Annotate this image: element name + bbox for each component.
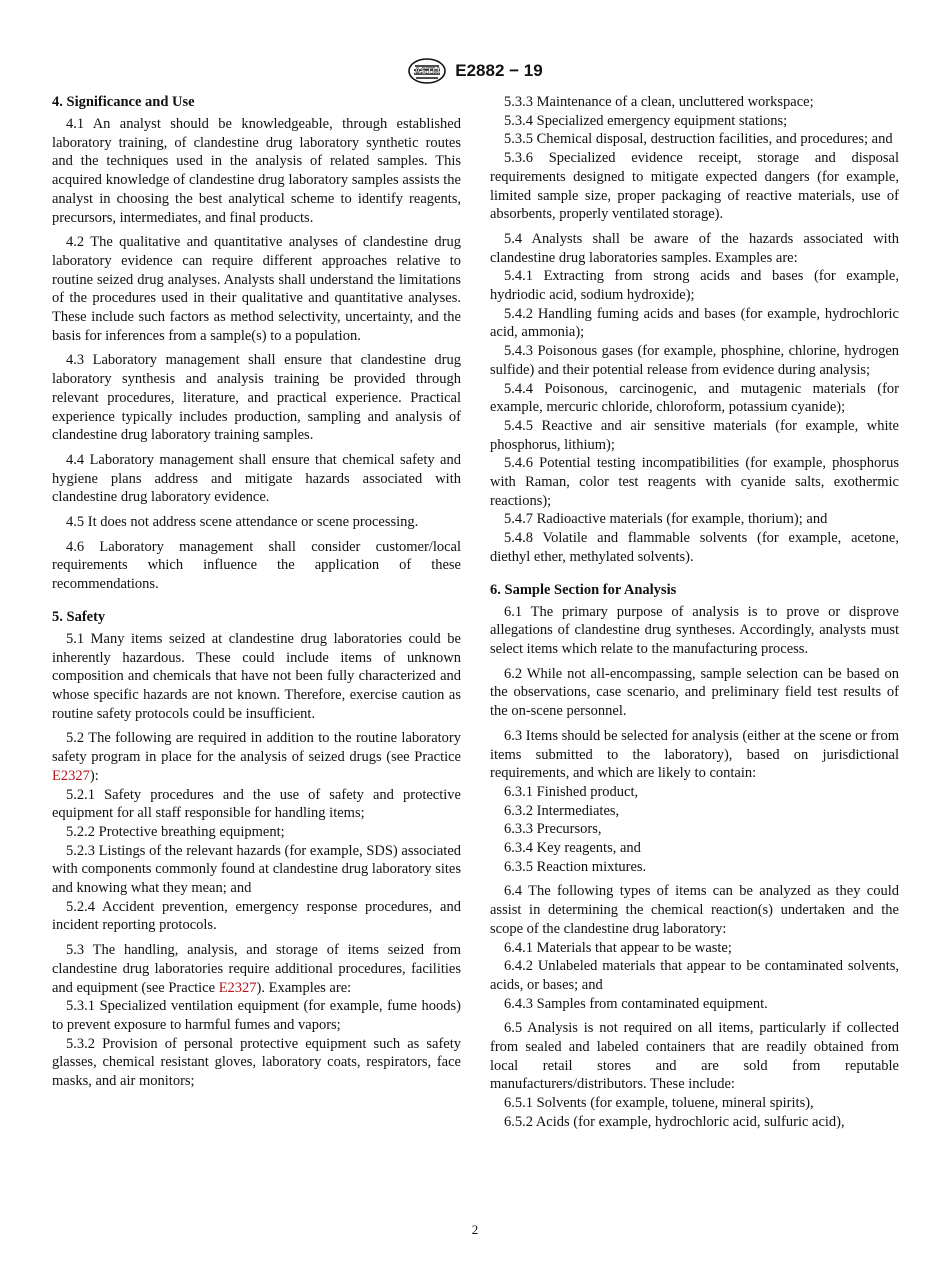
section-6-heading: 6. Sample Section for Analysis xyxy=(490,581,677,598)
left-column xyxy=(52,93,461,1091)
paragraph-6-2: 6.2 While not all-encompassing, sample selection can be based on the observations, case scenario, and preliminary field test results of the on-scene personnel. xyxy=(490,665,899,720)
paragraph-5-4-5: 5.4.5 Reactive and air sensitive materials (for example, white phosphorus, lithium); xyxy=(490,417,899,453)
paragraph-6-5: 6.5 Analysis is not required on all items, particularly if collected from sealed and labeled containers that are readily obtained from local retail stores and are sold from reputable manufacturers/distributors. These include: xyxy=(490,1020,899,1093)
paragraph-6-3: 6.3 Items should be selected for analysis (either at the scene or from items submitted to the laboratory), based on jurisdictional requirements, and which are likely to contain: xyxy=(490,727,899,782)
page-number: 2 xyxy=(471,1222,479,1237)
paragraph-5-3-3: 5.3.3 Maintenance of a clean, uncluttered workspace; xyxy=(504,94,814,110)
paragraph-6-3-4: 6.3.4 Key reagents, and xyxy=(504,840,641,857)
paragraph-5-3: 5.3 The handling, analysis, and storage of items seized from clandestine drug laboratories require additional procedures, facilities and equipment (see Practice E2327). Examples are: xyxy=(52,942,461,996)
paragraph-6-4: 6.4 The following types of items can be analyzed as they could assist in determining the chemical reaction(s) undertaken and the scope of the clandestine drug laboratory: xyxy=(490,883,899,937)
paragraph-5-2: 5.2 The following are required in addition to the routine laboratory safety program in place for the analysis of seized drugs (see Practice E2327): xyxy=(52,730,461,784)
paragraph-5-4-4: 5.4.4 Poisonous, carcinogenic, and mutagenic materials (for example, mercuric chloride, chloroform, potassium cyanide); xyxy=(490,380,899,416)
paragraph-4-2: 4.2 The qualitative and quantitative analyses of clandestine drug laboratory evidence can require different approaches relative to routine seized drug analyses. Analysts shall understand the limitations of the procedures used in their qualitative and quantitative analyses. These include such factors as method selectivity, uncertainty, and the basis for inferences from a sample(s) to a population. xyxy=(52,234,461,344)
paragraph-4-1: 4.1 An analyst should be knowledgeable, through established laboratory training, of clandestine drug laboratory synthetic routes and the techniques used in the analysis of related samples. This acquired knowledge of clandestine drug laboratory samples assists the analyst in choosing the best analytical scheme to identify reagents, precursors, intermediates, and final products. xyxy=(52,116,461,226)
page-header xyxy=(0,56,950,86)
paragraph-5-4-3: 5.4.3 Poisonous gases (for example, phosphine, chlorine, hydrogen sulfide) and their potential release from evidence during analysis; xyxy=(490,343,899,378)
paragraph-5-3-6: 5.3.6 Specialized evidence receipt, storage and disposal requirements designed to mitigate expected dangers (for example, limited sample size, proper packaging of reactive materials, use of absorbents, properly ventilated storage). xyxy=(490,150,899,223)
paragraph-6-5-1: 6.5.1 Solvents (for example, toluene, mineral spirits), xyxy=(504,1095,814,1112)
paragraph-6-5-2: 6.5.2 Acids (for example, hydrochloric acid, sulfuric acid), xyxy=(504,1113,845,1130)
section-4-heading: 4. Significance and Use xyxy=(52,94,195,110)
paragraph-4-5: 4.5 It does not address scene attendance or scene processing. xyxy=(66,514,419,531)
section-5-heading: 5. Safety xyxy=(52,608,106,625)
right-column xyxy=(490,93,899,1132)
paragraph-4-6: 4.6 Laboratory management shall consider customer/local requirements which influence the application of these recommendations. xyxy=(52,538,461,593)
paragraph-6-3-5: 6.3.5 Reaction mixtures. xyxy=(504,858,647,875)
paragraph-5-3-5: 5.3.5 Chemical disposal, destruction facilities, and procedures; and xyxy=(504,131,893,148)
paragraph-5-1: 5.1 Many items seized at clandestine drug laboratories could be inherently hazardous. These could include items of unknown composition and chemicals that have not been fully characterized and whose specific hazards are not known. Therefore, exercise caution as routine safety protocols could be insufficient. xyxy=(52,630,461,722)
paragraph-6-1: 6.1 The primary purpose of analysis is to prove or disprove allegations of clandestine drug syntheses. Accordingly, analysts must select items which relate to the manufacturing process. xyxy=(490,603,899,657)
paragraph-6-3-2: 6.3.2 Intermediates, xyxy=(504,802,620,819)
paragraph-5-3-2: 5.3.2 Provision of personal protective equipment such as safety glasses, chemical resistant gloves, laboratory coats, respirators, face masks, and air monitors; xyxy=(52,1035,461,1090)
practice-e2327-link[interactable]: E2327 xyxy=(52,767,90,784)
paragraph-6-3-1: 6.3.1 Finished product, xyxy=(504,783,639,800)
paragraph-5-4-1: 5.4.1 Extracting from strong acids and bases (for example, hydriodic acid, sodium hydroxide); xyxy=(490,268,899,304)
paragraph-5-2-3: 5.2.3 Listings of the relevant hazards (for example, SDS) associated with components commonly found at clandestine drug laboratory sites and knowing what they mean; and xyxy=(52,842,461,897)
paragraph-5-3-1: 5.3.1 Specialized ventilation equipment (for example, fume hoods) to prevent exposure to harmful fumes and vapors; xyxy=(52,998,461,1033)
paragraph-5-4-7: 5.4.7 Radioactive materials (for example, thorium); and xyxy=(504,511,828,528)
paragraph-5-4-6: 5.4.6 Potential testing incompatibilities (for example, phosphorus with Raman, color test reagents with cyanide salts, exothermic reactions); xyxy=(490,455,899,509)
astm-logo-icon xyxy=(407,57,447,85)
paragraph-5-2-4: 5.2.4 Accident prevention, emergency response procedures, and incident reporting protocols. xyxy=(52,898,461,934)
paragraph-6-4-1: 6.4.1 Materials that appear to be waste; xyxy=(504,939,732,956)
paragraph-5-4-8: 5.4.8 Volatile and flammable solvents (for example, acetone, diethyl ether, methylated solvents). xyxy=(490,530,899,565)
paragraph-5-3-4: 5.3.4 Specialized emergency equipment stations; xyxy=(504,112,788,129)
svg-text:ASTM: ASTM xyxy=(414,66,441,76)
paragraph-6-3-3: 6.3.3 Precursors, xyxy=(504,821,602,838)
paragraph-5-4-2: 5.4.2 Handling fuming acids and bases (for example, hydrochloric acid, ammonia); xyxy=(490,305,899,341)
paragraph-5-4: 5.4 Analysts shall be aware of the hazards associated with clandestine drug laboratories samples. Examples are: xyxy=(490,230,899,266)
paragraph-4-4: 4.4 Laboratory management shall ensure that chemical safety and hygiene plans address and mitigate hazards associated with clandestine drug laboratory evidence. xyxy=(52,451,461,506)
paragraph-5-2-1: 5.2.1 Safety procedures and the use of safety and protective equipment for all staff responsible for handling items; xyxy=(52,786,461,822)
paragraph-5-2-2: 5.2.2 Protective breathing equipment; xyxy=(66,823,285,840)
document-designation: E2882 − 19 xyxy=(455,61,543,80)
paragraph-6-4-3: 6.4.3 Samples from contaminated equipment. xyxy=(504,995,768,1012)
practice-e2327-link[interactable]: E2327 xyxy=(218,979,257,996)
paragraph-6-4-2: 6.4.2 Unlabeled materials that appear to be contaminated solvents, acids, or bases; and xyxy=(490,958,899,993)
paragraph-4-3: 4.3 Laboratory management shall ensure that clandestine drug laboratory synthesis and analysis training be provided through relevant procedures, literature, and practical experience. Practical experience typically includes production, sampling and analysis of clandestine drug laboratory training samples. xyxy=(52,352,461,444)
